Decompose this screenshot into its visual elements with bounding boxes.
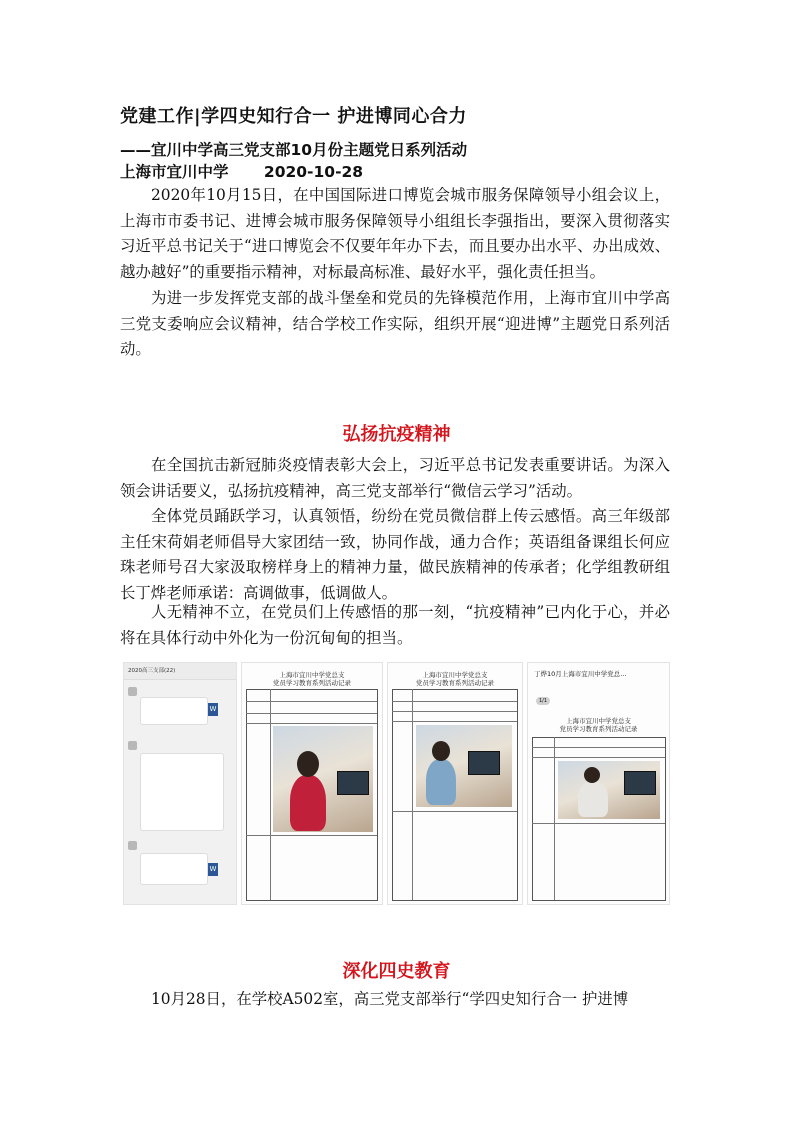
teacher-figure [290,775,326,831]
article-meta [120,160,393,182]
doc-record-title: 党员学习教育系列活动记录 [416,679,494,687]
activity-record-document-2 [387,662,523,905]
chat-file-message [140,697,208,725]
teacher-head [584,767,600,783]
chat-text-message [140,753,224,831]
chat-title: 2020高三支部(22) [124,663,236,680]
intro-paragraph-2: 为进一步发挥党支部的战斗堡垒和党员的先锋模范作用，上海市宜川中学高三党支委响应会议精神，结合学校工作实际，组织开展“迎进博”主题党日系列活动。 [120,289,670,358]
doc-school-title: 上海市宜川中学党总支 [566,717,631,725]
section1-paragraph-3: 人无精神不立，在党员们上传感悟的那一刻，“抗疫精神”已内化于心，并必将在具体行动中外化为一份沉甸甸的担当。 [120,603,670,647]
article-title: 党建工作|学四史知行合一 护进博同心合力 [120,106,467,127]
doc-school-title: 上海市宜川中学党总支 [422,671,488,679]
doc-record-title: 党员学习教育系列活动记录 [273,679,351,687]
word-file-icon: W [208,703,218,716]
laptop-screen [337,771,369,795]
intro-paragraph-1: 2020年10月15日，在中国国际进口博览会城市服务保障领导小组会议上，上海市市委书记、进博会城市服务保障领导小组组长李强指出，要深入贯彻落实习近平总书记关于“进口博览会不仅要年年办下去，而且要办出水平、办出成效、越办越好”的重要指示精神，对标最高标准、最好水平，强化责任担当。 [120,186,670,281]
teacher-figure [426,759,456,805]
chat-file-message [140,853,208,885]
word-file-icon: W [208,863,218,876]
section-heading-epidemic: 弘扬抗疫精神 [342,424,451,445]
wechat-chat-screenshot [123,662,237,905]
activity-photo-collage [123,662,668,903]
doc-record-title: 党员学习教育系列活动记录 [559,725,638,733]
page-indicator: 1/1 [536,697,550,705]
publish-date: 2020-10-28 [263,163,364,181]
avatar [128,841,137,850]
laptop-screen [468,751,500,775]
section-heading-four-histories: 深化四史教育 [342,961,451,982]
school-name: 上海市宜川中学 [120,163,229,181]
teacher-head [297,751,319,777]
avatar [128,687,137,696]
section2-paragraph-1: 10月28日，在学校A502室，高三党支部举行“学四史知行合一 护进博 [151,990,629,1008]
phone-title: 丁烨10月上海市宜川中学党总... [534,670,627,678]
teacher-head [432,741,450,761]
laptop-screen [624,771,656,795]
doc-school-title: 上海市宜川中学党总支 [279,671,345,679]
teacher-figure [578,781,608,817]
phone-document-screenshot [527,662,670,905]
avatar [128,741,137,750]
section1-paragraph-1: 在全国抗击新冠肺炎疫情表彰大会上，习近平总书记发表重要讲话。为深入领会讲话要义，弘扬抗疫精神，高三党支部举行“微信云学习”活动。 [120,456,670,500]
article-subtitle: ——宜川中学高三党支部10月份主题党日系列活动 [120,141,468,159]
section1-paragraph-2: 全体党员踊跃学习，认真领悟，纷纷在党员微信群上传云感悟。高三年级部主任宋荷娟老师倡导大家团结一致，协同作战，通力合作；英语组备课组长何应珠老师号召大家汲取榜样身上的精神力量，做民族精神的传承者；化学组教研组长丁烨老师承诺：高调做事，低调做人。 [120,507,670,602]
activity-record-document-1 [241,662,383,905]
